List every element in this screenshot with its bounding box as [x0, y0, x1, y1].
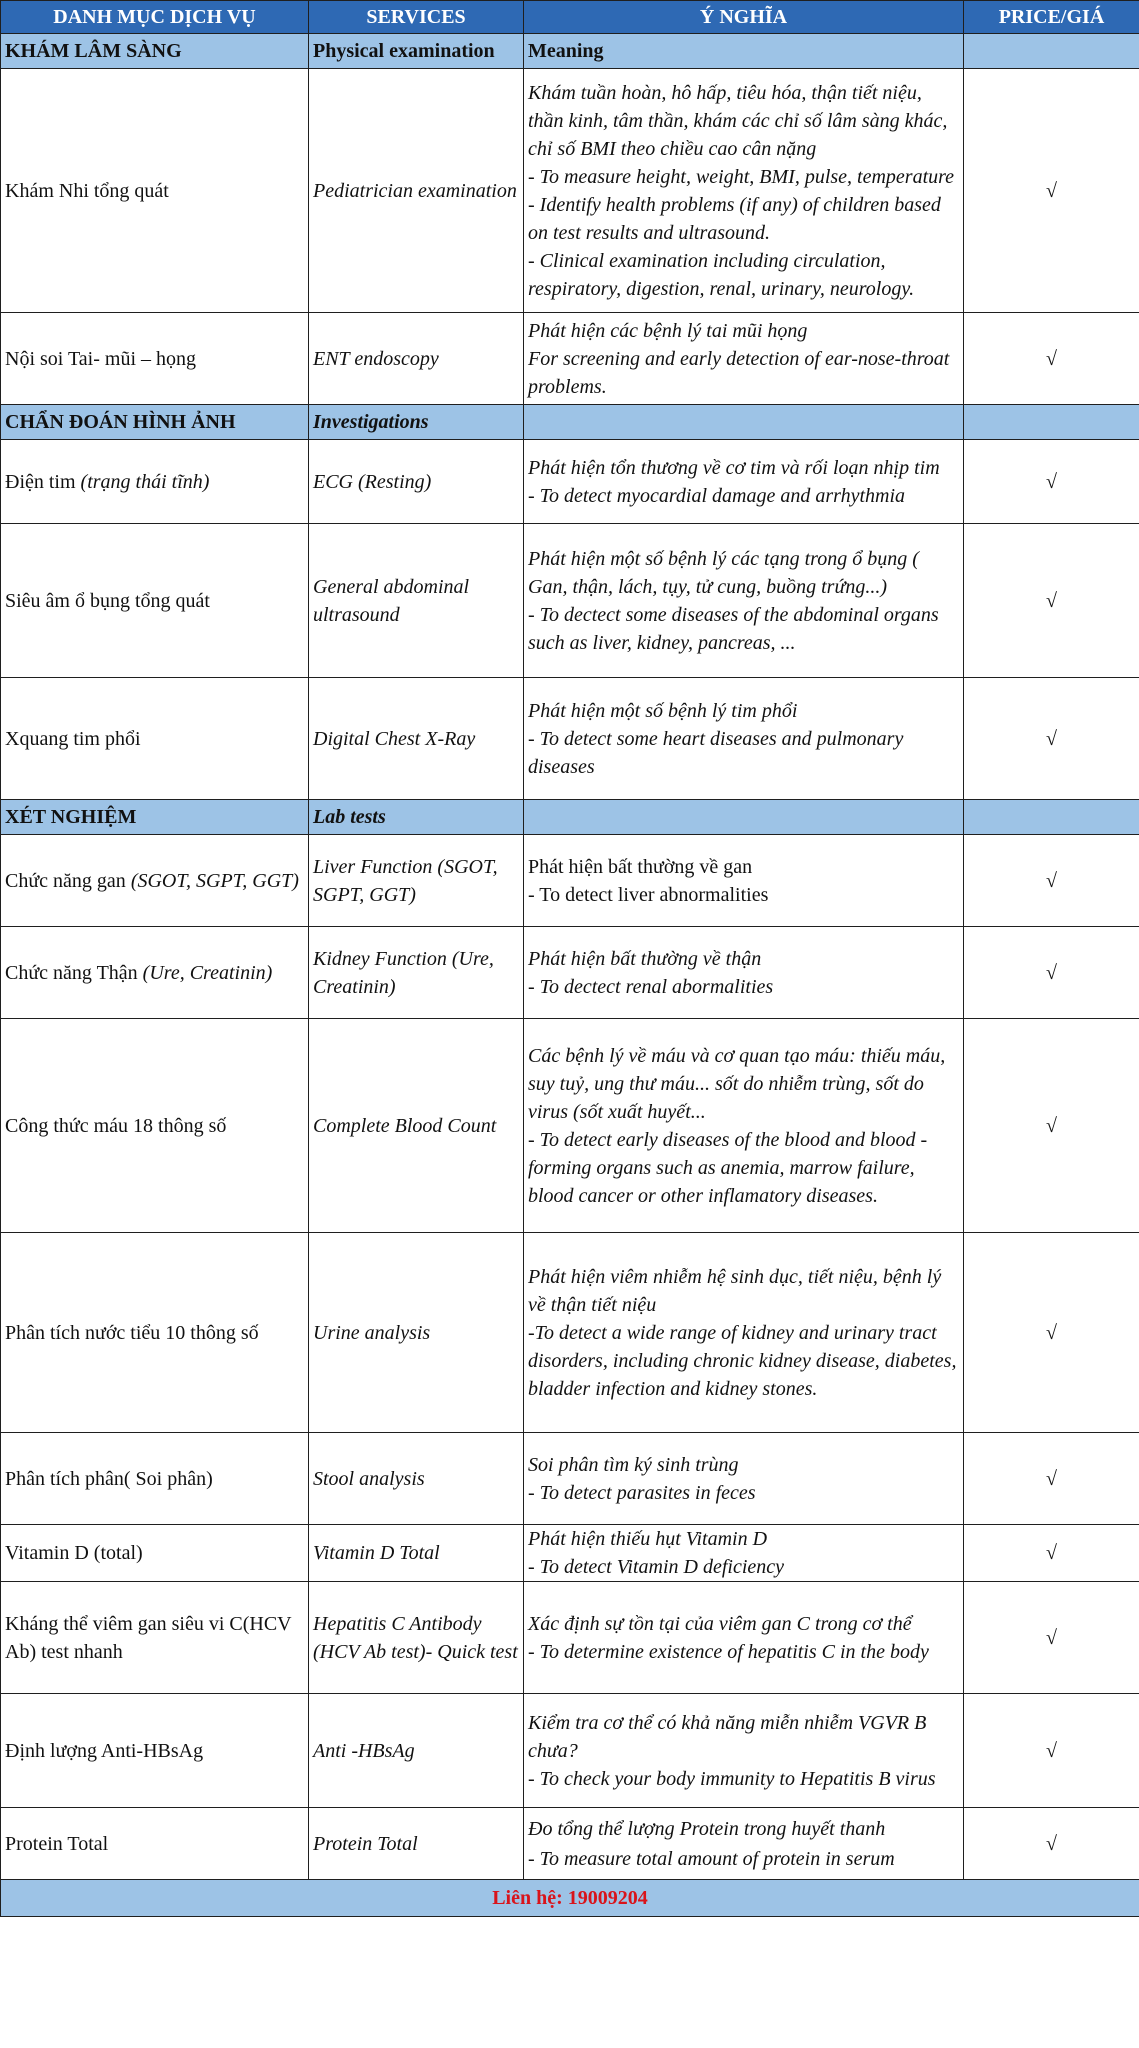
price-check-mark: √ [964, 1582, 1139, 1694]
meaning-line: - To dectect renal abormalities [528, 975, 774, 998]
service-name-vi: Vitamin D (total) [1, 1525, 309, 1582]
section-meaning-cell [524, 405, 964, 440]
contact-hotline: Liên hệ: 19009204 [1, 1880, 1139, 1917]
meaning-line: - To check your body immunity to Hepatitis B virus [528, 1767, 936, 1790]
service-name-en: Protein Total [309, 1808, 524, 1880]
table-row [1, 1233, 1139, 1433]
service-name-en: Kidney Function (Ure, Creatinin) [309, 927, 524, 1019]
service-meaning [524, 1808, 964, 1880]
service-name-en: ENT endoscopy [309, 313, 524, 405]
meaning-line: - To detect Vitamin D deficiency [528, 1556, 785, 1578]
table-row [1, 1433, 1139, 1525]
table-row [1, 678, 1139, 800]
meaning-line: - To measure height, weight, BMI, pulse, temperature [528, 165, 955, 188]
price-check-mark: √ [964, 1233, 1139, 1433]
table-row [1, 1582, 1139, 1694]
service-name-vi: Protein Total [1, 1808, 309, 1880]
service-name-en: Digital Chest X-Ray [309, 678, 524, 800]
header-price: PRICE/GIÁ [964, 1, 1139, 34]
section-row-investigations [1, 405, 1139, 440]
table-row [1, 440, 1139, 524]
meaning-line: - To detect some heart diseases and pulmonary diseases [528, 727, 904, 778]
service-name-vi-detail: (SGOT, SGPT, GGT) [130, 869, 299, 892]
footer-row [1, 1880, 1139, 1917]
section-title-en: Physical examination [309, 34, 524, 69]
service-meaning [524, 1233, 964, 1433]
service-name-en: Vitamin D Total [309, 1525, 524, 1582]
table-row [1, 524, 1139, 678]
table-header-row [1, 1, 1139, 34]
service-name-en: ECG (Resting) [309, 440, 524, 524]
service-name-vi-detail: (trạng thái tĩnh) [80, 470, 210, 493]
price-check-mark: √ [964, 1808, 1139, 1880]
service-name-vi: Kháng thể viêm gan siêu vi C(HCV Ab) test nhanh [1, 1582, 309, 1694]
service-name-en: Anti -HBsAg [309, 1694, 524, 1808]
price-check-mark: √ [964, 313, 1139, 405]
service-name-vi [1, 440, 309, 524]
service-name-vi-detail: (Ure, Creatinin) [142, 961, 273, 984]
service-meaning [524, 1694, 964, 1808]
meaning-line: - To detect parasites in feces [528, 1481, 756, 1504]
section-row-physical-exam [1, 34, 1139, 69]
service-meaning [524, 678, 964, 800]
meaning-line: Phát hiện tổn thương về cơ tim và rối loạn nhịp tim [528, 456, 940, 479]
service-meaning [524, 835, 964, 927]
section-title-vi: CHẨN ĐOÁN HÌNH ẢNH [1, 405, 309, 440]
table-row [1, 313, 1139, 405]
header-services: SERVICES [309, 1, 524, 34]
meaning-line: Các bệnh lý về máu và cơ quan tạo máu: thiếu máu, suy tuỷ, ung thư máu... sốt do nhiễm trùng, sốt do virus (sốt xuất huyết... [528, 1044, 946, 1123]
service-meaning [524, 69, 964, 313]
table-row [1, 1019, 1139, 1233]
service-meaning [524, 313, 964, 405]
service-name-vi: Phân tích nước tiểu 10 thông số [1, 1233, 309, 1433]
meaning-line: - To determine existence of hepatitis C in the body [528, 1640, 929, 1663]
meaning-line: Soi phân tìm ký sinh trùng [528, 1453, 739, 1476]
section-price-cell [964, 34, 1139, 69]
meaning-line: - To detect early diseases of the blood and blood - forming organs such as anemia, marrow failure, blood cancer or other inflamatory diseases. [528, 1128, 928, 1207]
section-title-vi: XÉT NGHIỆM [1, 800, 309, 835]
table-row [1, 69, 1139, 313]
meaning-line: Phát hiện một số bệnh lý tim phổi [528, 699, 798, 722]
service-meaning [524, 524, 964, 678]
table-row [1, 835, 1139, 927]
service-name-vi: Siêu âm ổ bụng tổng quát [1, 524, 309, 678]
meaning-line: Phát hiện các bệnh lý tai mũi họng [528, 319, 808, 342]
service-name-vi: Công thức máu 18 thông số [1, 1019, 309, 1233]
meaning-line: Khám tuần hoàn, hô hấp, tiêu hóa, thận tiết niệu, thần kinh, tâm thần, khám các chỉ số lâm sàng khác, chỉ số BMI theo chiều cao cân nặng [528, 81, 948, 160]
meaning-line: Phát hiện bất thường về thận [528, 947, 762, 970]
header-meaning: Ý NGHĨA [524, 1, 964, 34]
section-title-vi: KHÁM LÂM SÀNG [1, 34, 309, 69]
service-name-en: Liver Function (SGOT, SGPT, GGT) [309, 835, 524, 927]
section-meaning-label: Meaning [524, 34, 964, 69]
price-check-mark: √ [964, 524, 1139, 678]
service-name-vi [1, 927, 309, 1019]
service-meaning [524, 1433, 964, 1525]
meaning-line: - To measure total amount of protein in serum [528, 1847, 895, 1870]
price-check-mark: √ [964, 835, 1139, 927]
price-check-mark: √ [964, 440, 1139, 524]
section-price-cell [964, 800, 1139, 835]
service-name-en: Complete Blood Count [309, 1019, 524, 1233]
price-check-mark: √ [964, 69, 1139, 313]
service-meaning [524, 1019, 964, 1233]
meaning-line: Phát hiện một số bệnh lý các tạng trong ổ bụng ( Gan, thận, lách, tụy, tử cung, buồng trứng...) [528, 547, 919, 598]
meaning-line: - To detect liver abnormalities [528, 883, 769, 906]
service-name-vi-main: Chức năng gan [5, 869, 126, 892]
meaning-line: Phát hiện bất thường về gan [528, 855, 753, 878]
meaning-line: Kiểm tra cơ thể có khả năng miễn nhiễm VGVR B chưa? [528, 1711, 927, 1762]
service-meaning [524, 1582, 964, 1694]
meaning-line: - To dectect some diseases of the abdominal organs such as liver, kidney, pancreas, ... [528, 603, 939, 654]
table-row [1, 1808, 1139, 1880]
service-name-en: Pediatrician examination [309, 69, 524, 313]
price-check-mark: √ [964, 927, 1139, 1019]
service-name-vi: Nội soi Tai- mũi – họng [1, 313, 309, 405]
section-row-lab-tests [1, 800, 1139, 835]
price-check-mark: √ [964, 1694, 1139, 1808]
price-check-mark: √ [964, 1433, 1139, 1525]
service-name-vi [1, 835, 309, 927]
service-name-vi: Khám Nhi tổng quát [1, 69, 309, 313]
meaning-line: For screening and early detection of ear-nose-throat problems. [528, 347, 950, 398]
service-name-en: General abdominal ultrasound [309, 524, 524, 678]
price-check-mark: √ [964, 1525, 1139, 1582]
service-name-en: Stool analysis [309, 1433, 524, 1525]
header-service-list-vi: DANH MỤC DỊCH VỤ [1, 1, 309, 34]
section-price-cell [964, 405, 1139, 440]
service-name-en: Urine analysis [309, 1233, 524, 1433]
table-row [1, 1694, 1139, 1808]
service-name-vi-main: Điện tim [5, 470, 76, 493]
service-meaning [524, 927, 964, 1019]
service-name-vi-main: Chức năng Thận [5, 961, 138, 984]
meaning-line: Phát hiện thiếu hụt Vitamin D [528, 1528, 768, 1550]
meaning-line: Phát hiện viêm nhiễm hệ sinh dục, tiết niệu, bệnh lý về thận tiết niệu [528, 1265, 942, 1316]
meaning-line: Xác định sự tồn tại của viêm gan C trong cơ thể [528, 1612, 912, 1635]
table-row [1, 927, 1139, 1019]
meaning-line: Đo tổng thể lượng Protein trong huyết thanh [528, 1817, 886, 1840]
meaning-line: -To detect a wide range of kidney and urinary tract disorders, including chronic kidney disease, diabetes, bladder infection and kidney stones. [528, 1321, 957, 1400]
section-title-en: Lab tests [309, 800, 524, 835]
table-row [1, 1525, 1139, 1582]
service-name-en: Hepatitis C Antibody (HCV Ab test)- Quick test [309, 1582, 524, 1694]
service-name-vi: Phân tích phân( Soi phân) [1, 1433, 309, 1525]
meaning-line: - To detect myocardial damage and arrhythmia [528, 484, 906, 507]
section-meaning-cell [524, 800, 964, 835]
service-meaning [524, 440, 964, 524]
price-check-mark: √ [964, 678, 1139, 800]
service-name-vi: Xquang tim phổi [1, 678, 309, 800]
service-name-vi: Định lượng Anti-HBsAg [1, 1694, 309, 1808]
meaning-line: - Identify health problems (if any) of children based on test results and ultrasound. [528, 193, 941, 244]
service-meaning [524, 1525, 964, 1582]
section-title-en: Investigations [309, 405, 524, 440]
price-check-mark: √ [964, 1019, 1139, 1233]
meaning-line: - Clinical examination including circulation, respiratory, digestion, renal, urinary, neurology. [528, 249, 915, 300]
